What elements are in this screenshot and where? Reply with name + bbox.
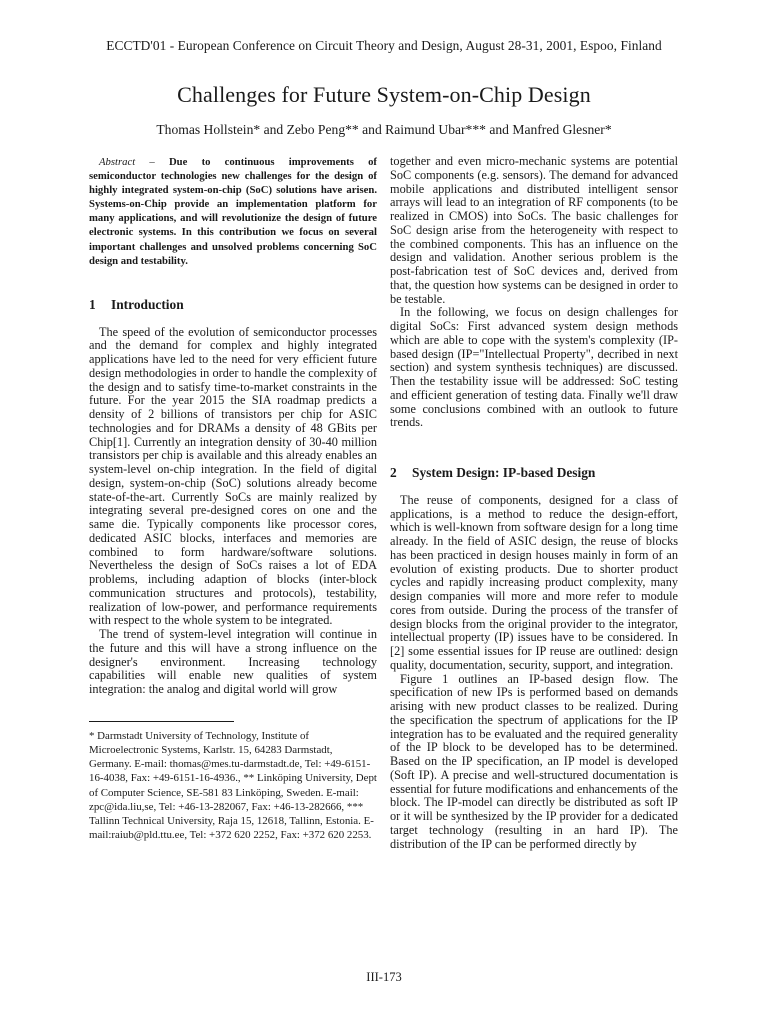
abstract-label: Abstract –	[99, 156, 155, 168]
footnote-divider	[89, 721, 234, 722]
paragraph: The reuse of components, designed for a class of applications, is a method to reduce the design-effort, which is well-known from software design for a long time already. In the field of ASIC design, the reuse of blocks has been practiced in design houses mainly in form of an evolution of existing products. Due to shorter product cycles and rapidly increasing product complexity, many design companies will more and more refer to module cores from outside. During the process of the transfer of design blocks from the original provider to the integrator, intellectual property (IP) issues have to be considered. In [2] some essential issues for IP reuse are outlined: design quality, documentation, security, support, and integration.	[390, 492, 678, 672]
paragraph: Figure 1 outlines an IP-based design flow. The specification of new IPs is performed based on demands arising with new product classes to be realized. During the specification the spectrum of applications for the IP integration has to be evaluated and the required generality of the IP block to be developed has to be determined. Based on the IP specification, an IP model is developed (Soft IP). A precise and well-structured documentation is essential for future modifications and enhancements of the block. The IP-model can directly be distributed as soft IP or it will be synthesized by the IP provider for a dedicated target technology (resulting in an hard IP). The distribution of the IP can be performed directly by	[390, 671, 678, 851]
abstract	[89, 155, 377, 268]
left-column	[89, 155, 377, 842]
section-title: System Design: IP-based Design	[412, 465, 596, 480]
paragraph: In the following, we focus on design challenges for digital SoCs: First advanced system design methods which are able to cope with the system's complexity (IP-based design (IP="Intellectual Property", decribed in next section) and system synthesis techniques) are discussed. Then the testability issue will be addressed: SoC testing and efficient generation of testing data. Finally we'll draw some conclusions combined with an outlook to future trends.	[390, 305, 678, 430]
paragraph: together and even micro-mechanic systems are potential SoC components (e.g. sensors). The demand for advanced mobile applications and distributed intelligent sensor arrays will lead to an integration of RF components (to be realized in CMOS) into SoCs. The basic challenges for SoC design arise from the heterogeneity with respect to the combined components. This has an influence on the design and validation. Another serious problem is the post-fabrication test of SoC devices and, derived from that, the question how systems can be designed in order to be testable.	[390, 154, 678, 306]
right-column	[390, 155, 678, 851]
paragraph: The speed of the evolution of semiconductor processes and the demand for complex and highly integrated applications have led to the need for very efficient future design methodologies in order to handle the complexity of the design and to satisfy time-to-market constraints in the future. For the year 2015 the SIA roadmap predicts a density of 2 billions of transistors per chip for ASIC technologies and for DRAMs a density of 48 GBits per Chip[1]. Currently an integration density of 30-40 million transistors per chip is available and this already enables an system-level on-chip integration. In the field of digital design, system-on-chip (SoC) solutions already become state-of-the-art. Currently SoCs are mainly realized by integrating several pre-designed cores on one and the same die. Typically components like processor cores, dedicated ASIC blocks, interfaces and memories are combined to form hardware/software solutions. Nevertheless the design of SoCs raises a lot of EDA problems, including adaption of blocks (inter-block communication structures and protocols), testability, realization of low-power, and performance requirements with respect to the whole system to be integrated.	[89, 324, 377, 628]
paper-title: Challenges for Future System-on-Chip Design	[177, 82, 591, 107]
section-number: 2	[390, 465, 397, 480]
author-list: Thomas Hollstein* and Zebo Peng** and Raimund Ubar*** and Manfred Glesner*	[156, 122, 612, 137]
section-number: 1	[89, 296, 96, 312]
paragraph: The trend of system-level integration will continue in the future and this will have a strong influence on the designer's environment. Increasing technology capabilities will enable new qualities of system integration: the analog and digital world will grow	[89, 627, 377, 696]
abstract-text: Due to continuous improvements of semiconductor technologies new challenges for the design of highly integrated system-on-chip (SoC) solutions have arisen. Systems-on-Chip provide an implementation platform for many applications, and will revolutionize the design of future electronic systems. In this contribution we focus on several important challenges and unsolved problems concerning SoC design and testability.	[89, 156, 377, 267]
section-heading-introduction	[89, 298, 377, 312]
affiliation-footnote: * Darmstadt University of Technology, Institute of Microelectronic Systems, Karlstr. 15, 64283 Darmstadt, Germany. E-mail: thomas@mes.tu-darmstadt.de, Tel: +49-6151-16-4038, Fax: +49-6151-16-4936., ** Linköping University, Dept of Computer Science, SE-581 83 Linköping, Sweden. E-mail: zpc@ida.liu,se, Tel: +46-13-282067, Fax: +46-13-282666, *** Tallinn Technical University, Raja 15, 12618, Tallinn, Estonia. E-mail:raiub@pld.ttu.ee, Tel: +372 620 2252, Fax: +372 620 2253.	[89, 729, 377, 842]
running-header: ECCTD'01 - European Conference on Circuit Theory and Design, August 28-31, 2001, Espoo, Finland	[106, 38, 662, 53]
page-number: III-173	[366, 970, 402, 984]
section-title: Introduction	[111, 296, 184, 312]
section-heading-system-design	[390, 466, 678, 480]
